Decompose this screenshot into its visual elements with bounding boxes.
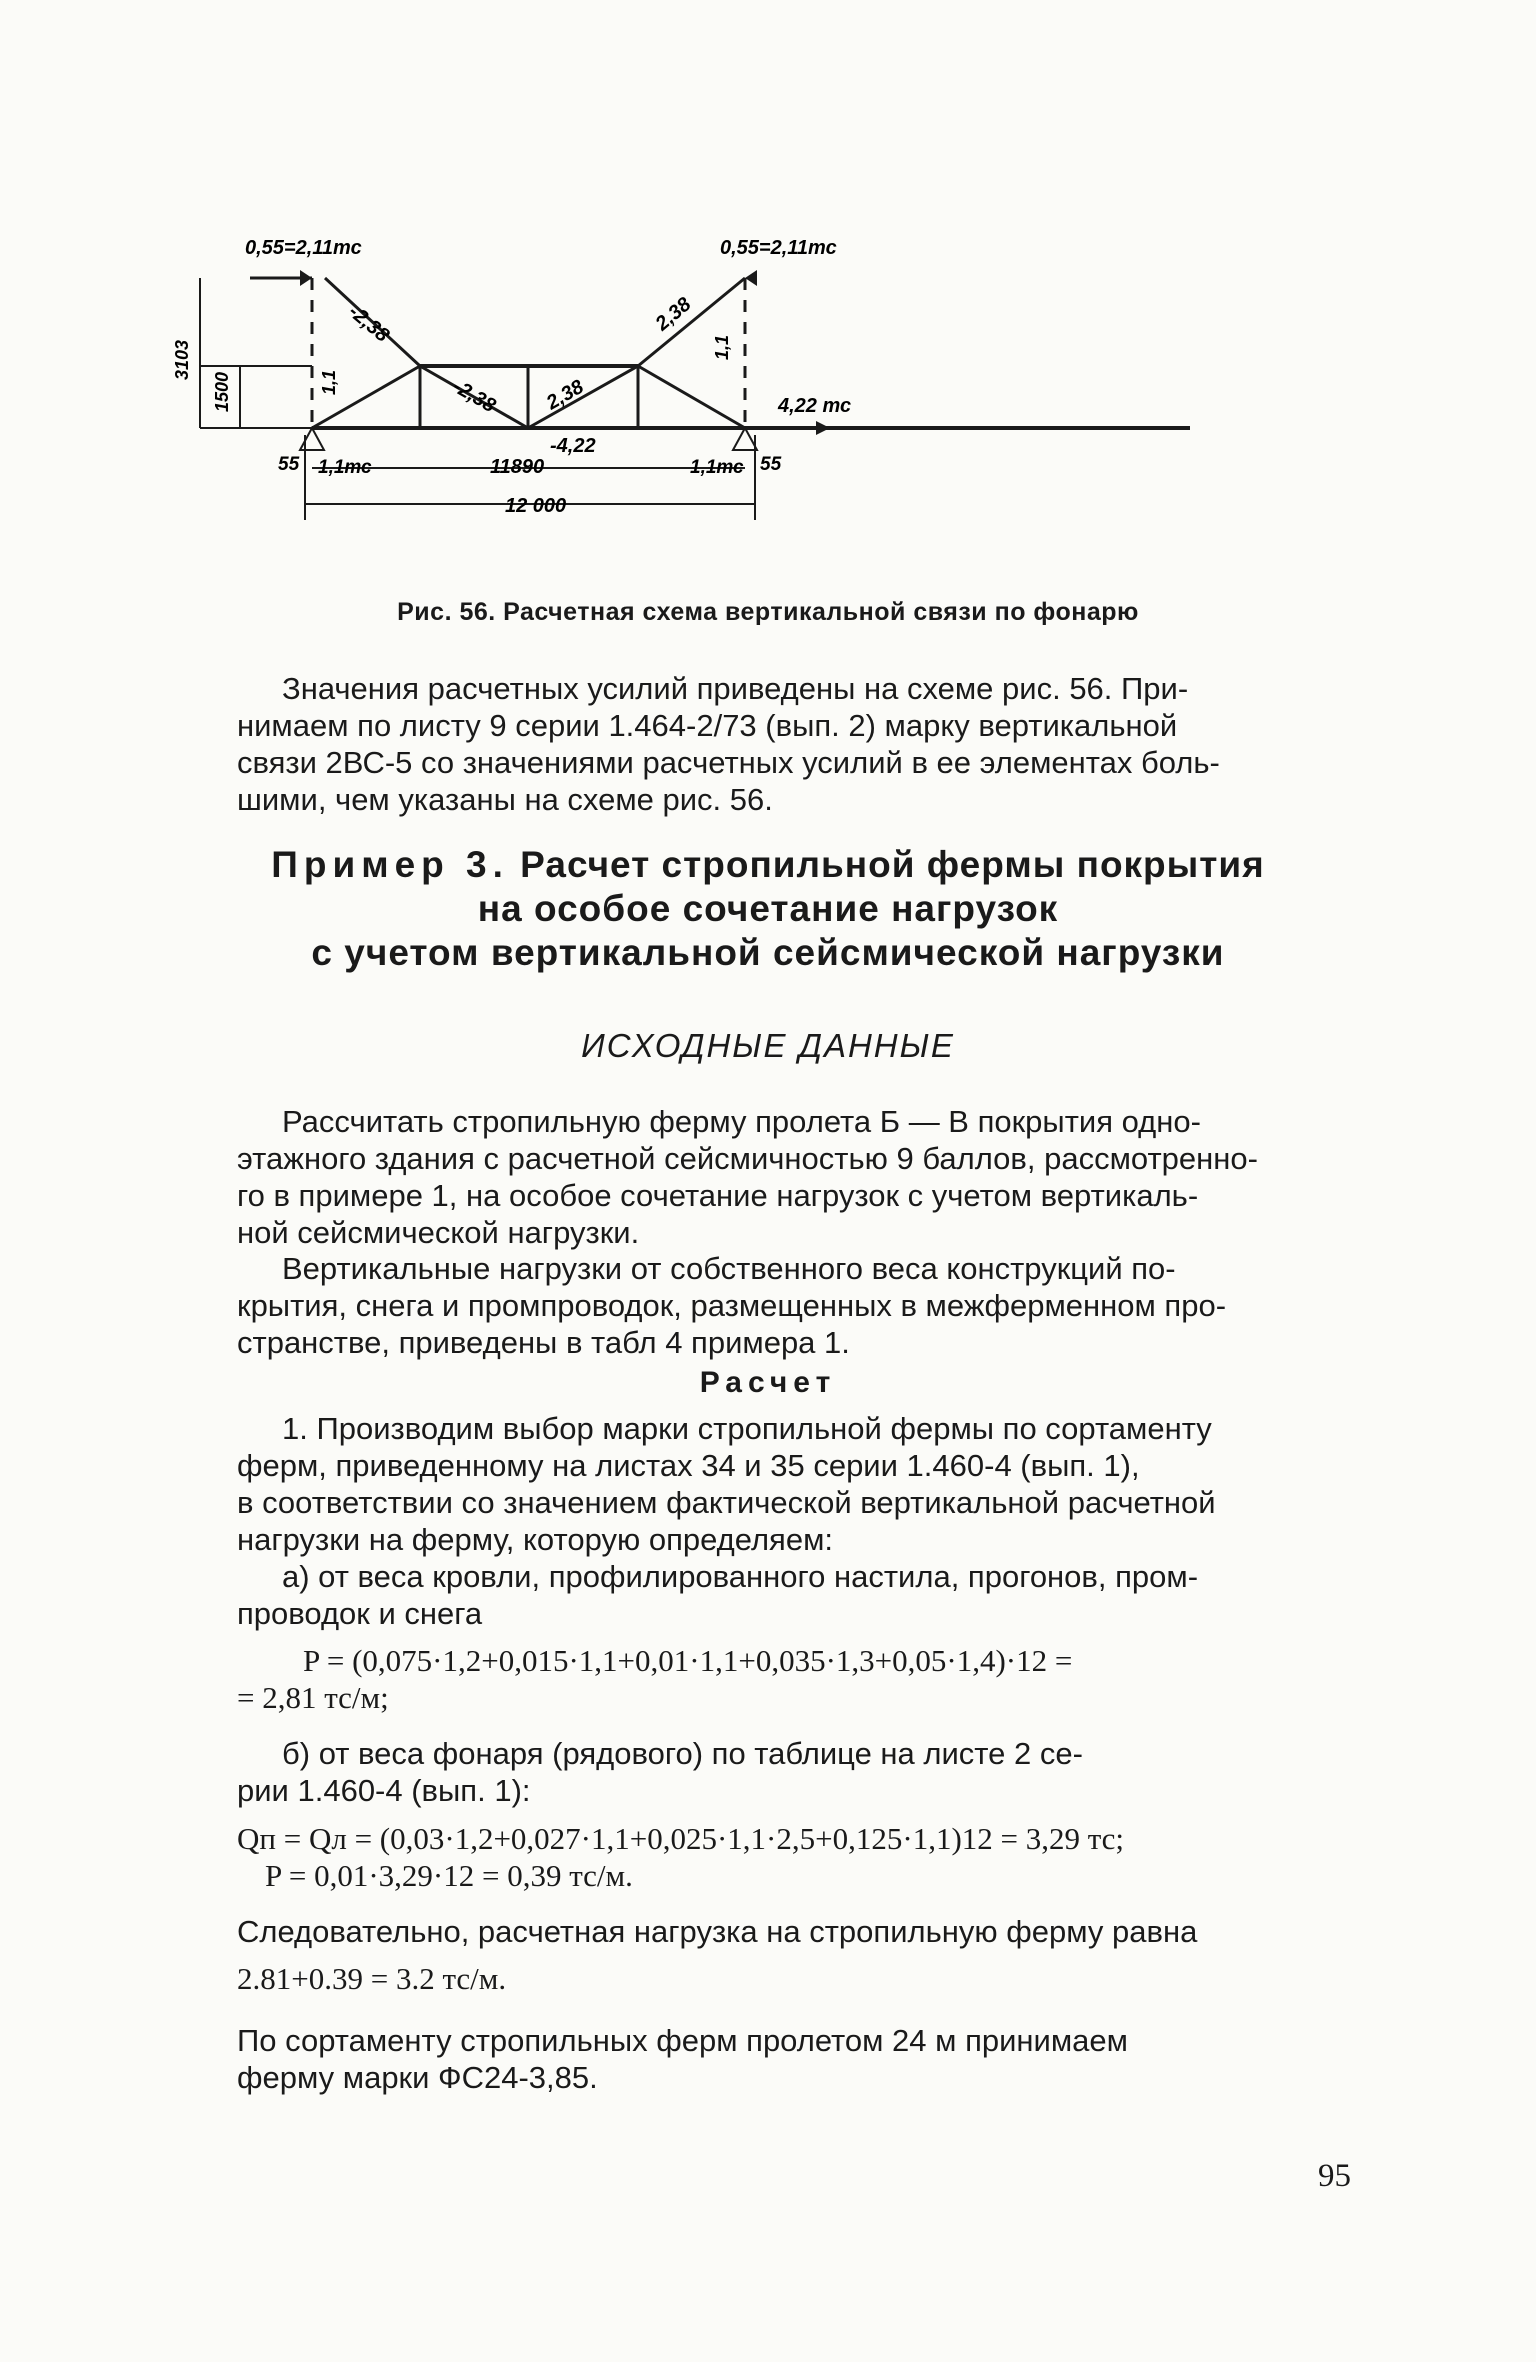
text-line: шими, чем указаны на схеме рис. 56. <box>237 782 773 817</box>
truss-diagram <box>172 150 1310 590</box>
label-load-right: 0,55=2,11тс <box>720 237 837 259</box>
formula-2 <box>237 1820 1362 1894</box>
example-heading <box>0 843 1536 975</box>
label-diag-mid-right: 2,38 <box>542 375 588 415</box>
text-line: ферму марки ФС24-3,85. <box>237 2060 598 2095</box>
heading-line-2: на особое сочетание нагрузок <box>477 888 1059 929</box>
heading-prefix: Пример 3. <box>271 844 509 885</box>
text-line: странстве, приведены в табл 4 примера 1. <box>237 1325 850 1360</box>
text-line: крытия, снега и промпроводок, размещенных в межферменном про- <box>237 1288 1227 1323</box>
text-line: 1. Производим выбор марки стропильной фермы по сортаменту <box>282 1411 1212 1446</box>
item-b <box>237 1735 1362 1809</box>
label-dim-total-height: 3103 <box>172 339 192 380</box>
support-right <box>733 428 757 450</box>
text-line: ной сейсмической нагрузки. <box>237 1215 640 1250</box>
text-line: в соответствии со значением фактической вертикальной расчетной <box>237 1485 1216 1520</box>
label-span-inner: 11890 <box>490 456 545 478</box>
label-vert-right: 1,1 <box>712 334 732 360</box>
label-diag-top-right: 2,38 <box>651 293 696 336</box>
label-reaction-right: 1,1тс <box>690 457 744 478</box>
subheading-initial-data: ИСХОДНЫЕ ДАННЫЕ <box>581 1027 955 1064</box>
load-arrow-right-icon <box>745 270 757 286</box>
figure-caption: Рис. 56. Расчетная схема вертикальной связи по фонарю <box>397 598 1139 626</box>
text-line: нимаем по листу 9 серии 1.464-2/73 (вып. 2) марку вертикальной <box>237 708 1178 743</box>
paragraph-4 <box>237 1410 1362 1632</box>
label-reaction-left: 1,1тс <box>318 457 372 478</box>
label-offset-right: 55 <box>760 454 782 475</box>
text-line: проводок и снега <box>237 1596 483 1631</box>
text-line: Рассчитать стропильную ферму пролета Б — В покрытия одно- <box>282 1104 1201 1139</box>
text-line: По сортаменту стропильных ферм пролетом 24 м принимаем <box>237 2023 1128 2058</box>
text-line: рии 1.460-4 (вып. 1): <box>237 1773 531 1808</box>
heading-line-3: с учетом вертикальной сейсмической нагрузки <box>311 932 1225 973</box>
label-dim-height: 1500 <box>212 371 232 412</box>
text-line: этажного здания с расчетной сейсмичностью 9 баллов, рассмотренно- <box>237 1141 1258 1176</box>
heading-line-1 <box>0 843 1536 887</box>
conclusion <box>237 1913 1362 1997</box>
paragraph-1 <box>237 670 1362 818</box>
paragraph-2 <box>237 1103 1362 1251</box>
section-calculation: Расчет <box>699 1366 837 1399</box>
final-paragraph <box>237 2022 1362 2096</box>
label-vert-left: 1,1 <box>319 369 339 395</box>
label-horizontal-force: 4,22 тс <box>778 395 852 417</box>
formula-line: 2.81+0.39 = 3.2 тс/м. <box>237 1961 507 1996</box>
text-line: связи 2ВС-5 со значениями расчетных усилий в ее элементах боль- <box>237 745 1220 780</box>
text-line: Значения расчетных усилий приведены на схеме рис. 56. При- <box>282 671 1189 706</box>
formula-line: P = 0,01·3,29·12 = 0,39 тс/м. <box>265 1858 633 1893</box>
truss-svg <box>172 150 1310 590</box>
label-offset-left: 55 <box>278 454 300 475</box>
text-line: а) от веса кровли, профилированного настила, прогонов, пром- <box>282 1559 1199 1594</box>
text-line: нагрузки на ферму, которую определяем: <box>237 1522 833 1557</box>
formula-line: = 2,81 тс/м; <box>237 1680 389 1715</box>
label-load-left: 0,55=2,11тс <box>245 237 362 259</box>
text-line: Следовательно, расчетная нагрузка на стропильную ферму равна <box>237 1914 1198 1949</box>
load-arrow-left-icon <box>300 270 312 286</box>
text-line: б) от веса фонаря (рядового) по таблице на листе 2 се- <box>282 1736 1083 1771</box>
text-line: го в примере 1, на особое сочетание нагрузок с учетом вертикаль- <box>237 1178 1199 1213</box>
text-line: Вертикальные нагрузки от собственного веса конструкций по- <box>282 1251 1176 1286</box>
formula-1 <box>237 1642 1362 1716</box>
heading-line-1-rest: Расчет стропильной фермы покрытия <box>508 844 1265 885</box>
page-number: 95 <box>1318 2158 1351 2194</box>
label-bottom-chord: -4,22 <box>550 435 596 457</box>
formula-line: P = (0,075·1,2+0,015·1,1+0,01·1,1+0,035·1,3+0,05·1,4)·12 = <box>303 1643 1073 1678</box>
text-line: ферм, приведенному на листах 34 и 35 серии 1.460-4 (вып. 1), <box>237 1448 1140 1483</box>
label-span-total: 12 000 <box>505 495 567 517</box>
force-arrow-icon <box>816 421 830 435</box>
paragraph-3 <box>237 1250 1362 1361</box>
formula-line: Qп = Qл = (0,03·1,2+0,027·1,1+0,025·1,1·2,5+0,125·1,1)12 = 3,29 тс; <box>237 1821 1125 1856</box>
web-diag-4 <box>638 366 745 428</box>
label-diag-mid-left: -2,38 <box>448 375 500 418</box>
label-diag-top-left: -2,38 <box>344 300 394 347</box>
support-left <box>300 428 324 450</box>
